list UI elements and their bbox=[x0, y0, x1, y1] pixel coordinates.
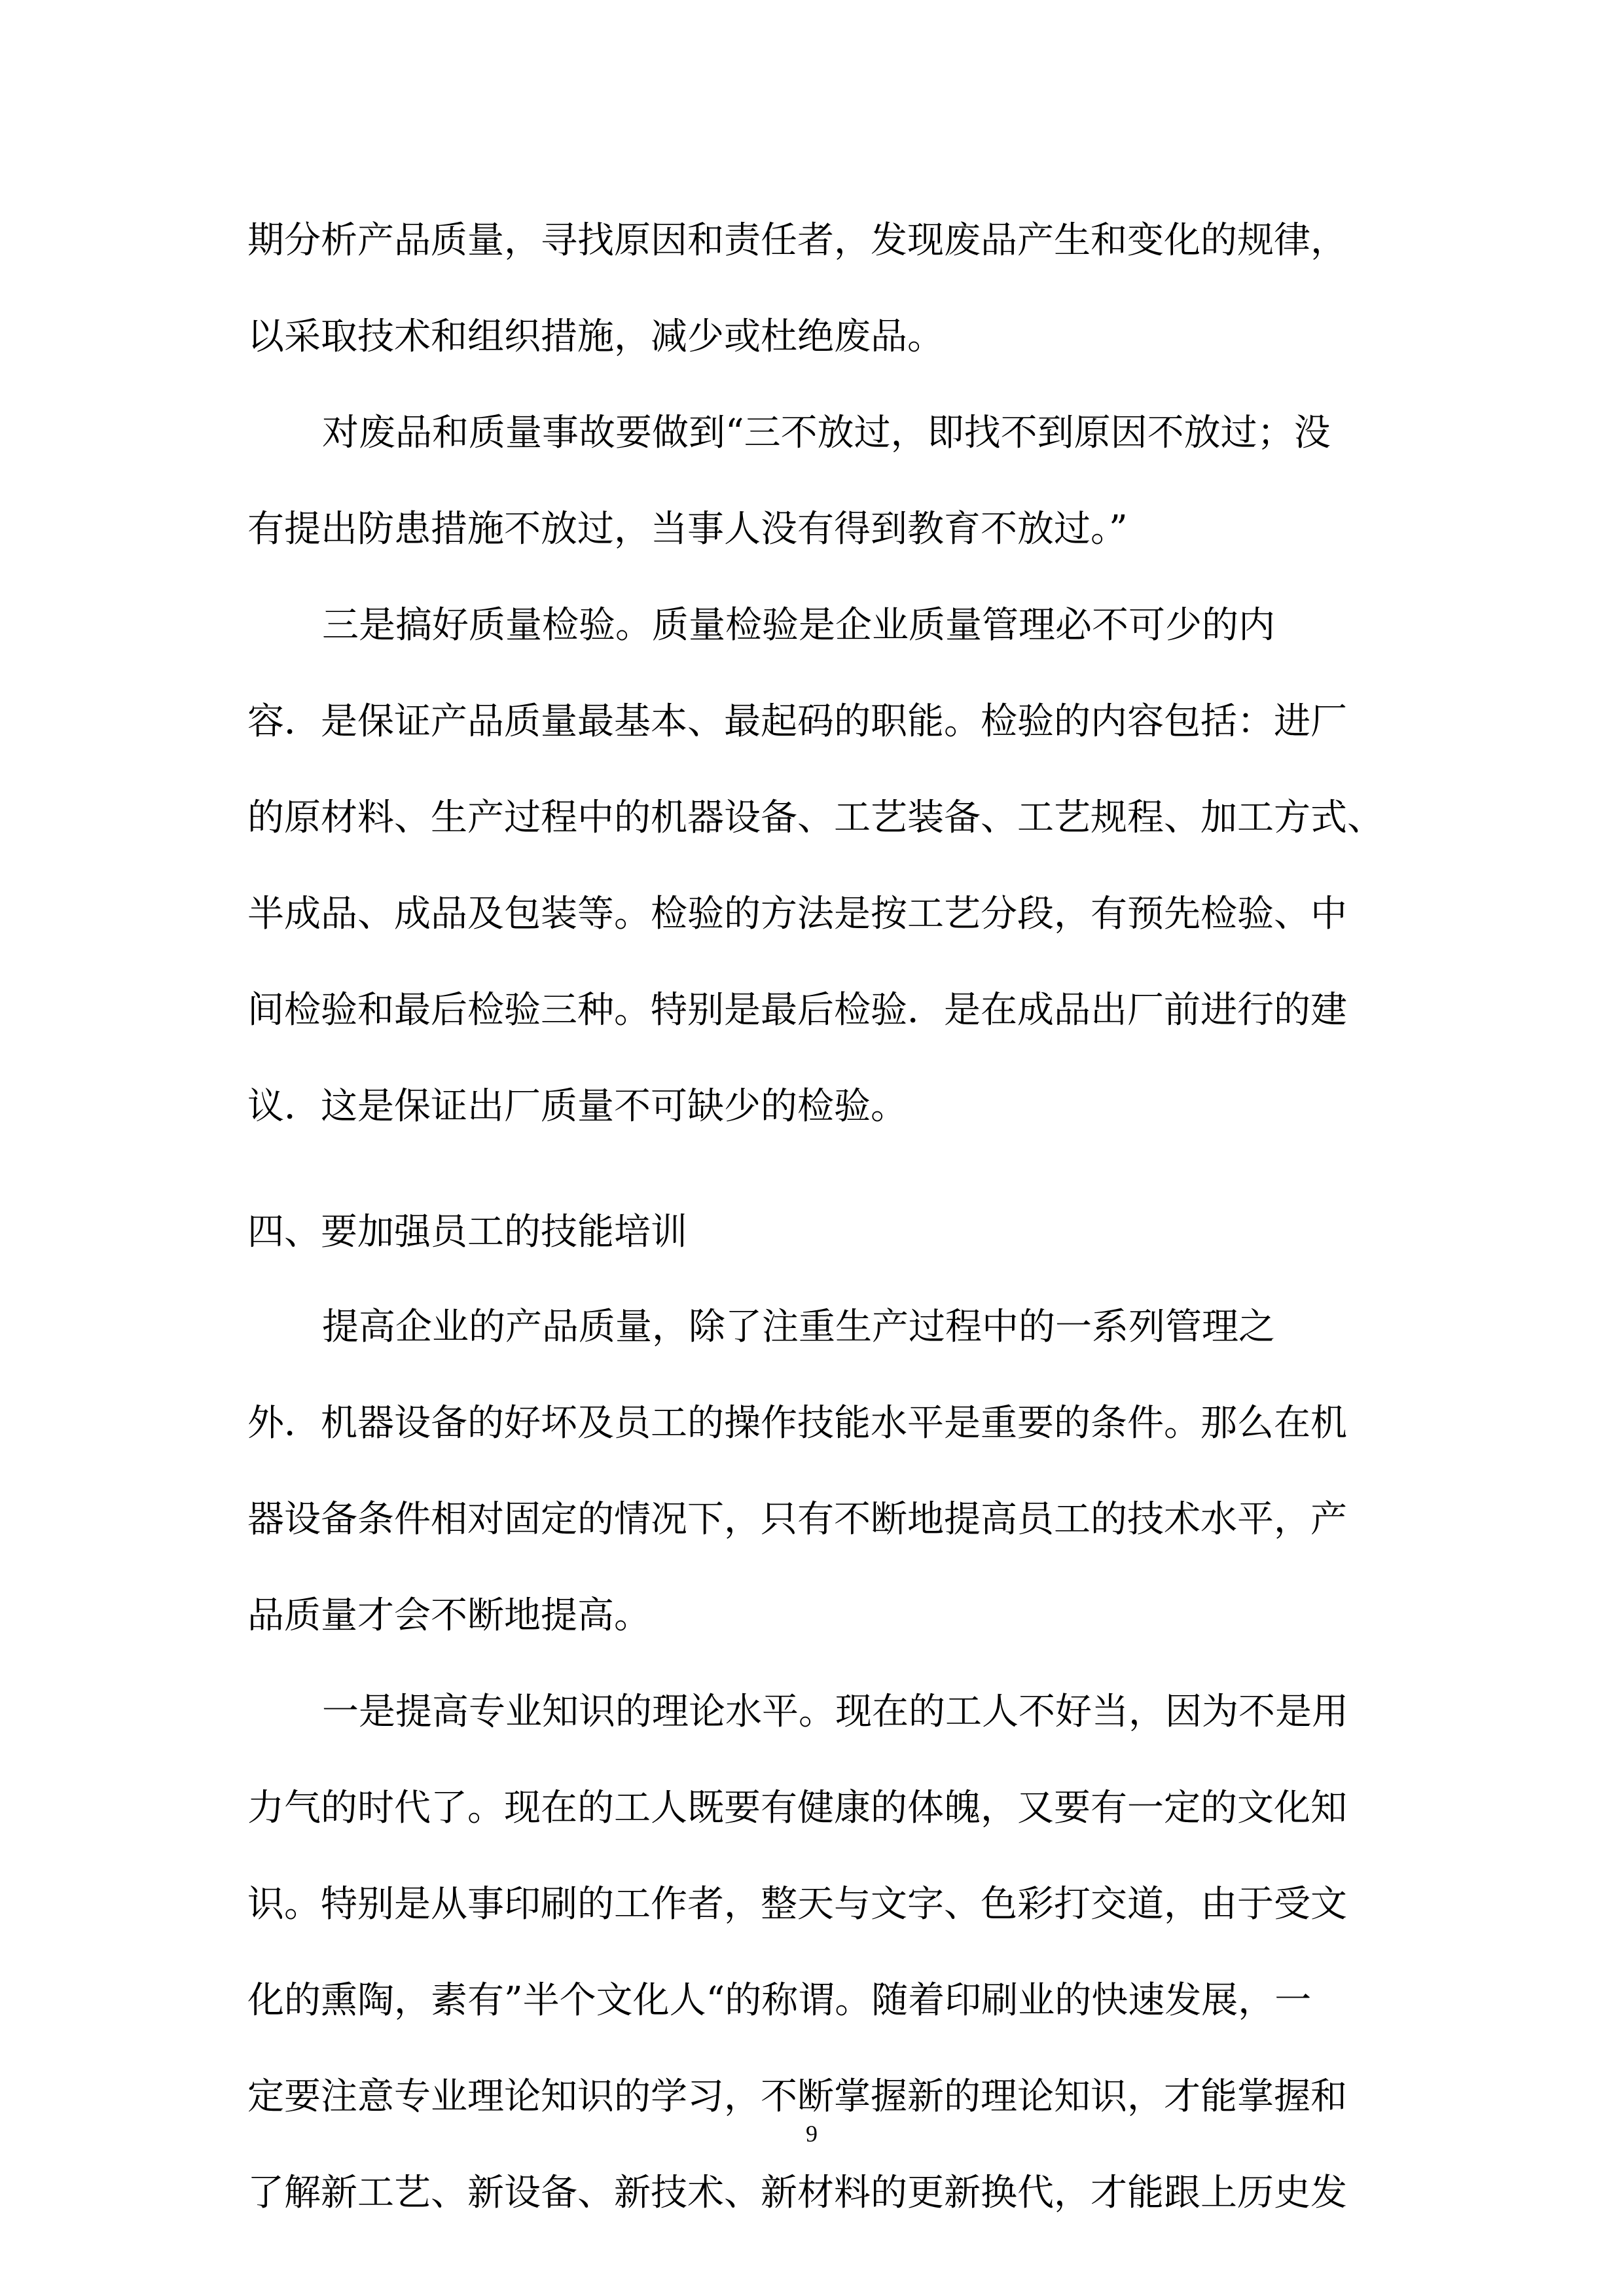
text-line: 化的熏陶，素有”半个文化人“的称谓。随着印刷业的快速发展，一 bbox=[247, 1979, 1312, 2022]
section-heading: 四、要加强员工的技能培训 bbox=[247, 1211, 687, 1253]
text-line: 器设备条件相对固定的情况下，只有不断地提高员工的技术水平，产 bbox=[247, 1498, 1347, 1541]
text-line: 半成品、成品及包装等。检验的方法是按工艺分段，有预先检验、中 bbox=[247, 893, 1347, 935]
text-line: 提高企业的产品质量，除了注重生产过程中的一系列管理之 bbox=[322, 1306, 1275, 1348]
text-line: 有提出防患措施不放过，当事人没有得到教育不放过。” bbox=[247, 508, 1128, 550]
text-line: 品质量才会不断地提高。 bbox=[247, 1594, 651, 1637]
text-line: 议．这是保证出厂质量不可缺少的检验。 bbox=[247, 1085, 907, 1128]
text-line: 期分析产品质量，寻找原因和责任者，发现废品产生和变化的规律， bbox=[247, 219, 1347, 262]
text-line: 容．是保证产品质量最基本、最起码的职能。检验的内容包括：进厂 bbox=[247, 700, 1347, 743]
text-line: 识。特别是从事印刷的工作者，整天与文字、色彩打交道，由于受文 bbox=[247, 1883, 1347, 1926]
text-line: 外．机器设备的好坏及员工的操作技能水平是重要的条件。那么在机 bbox=[247, 1402, 1347, 1444]
text-line: 力气的时代了。现在的工人既要有健康的体魄，又要有一定的文化知 bbox=[247, 1787, 1347, 1829]
text-line: 了解新工艺、新设备、新技术、新材料的更新换代，才能跟上历史发 bbox=[247, 2172, 1347, 2214]
text-line: 一是提高专业知识的理论水平。现在的工人不好当，因为不是用 bbox=[322, 1691, 1348, 1733]
text-line: 对废品和质量事故要做到“三不放过，即找不到原因不放过；没 bbox=[322, 412, 1331, 454]
text-line: 定要注意专业理论知识的学习，不断掌握新的理论知识，才能掌握和 bbox=[247, 2075, 1347, 2118]
text-line: 以采取技术和组织措施，减少或杜绝废品。 bbox=[247, 315, 944, 358]
text-line: 间检验和最后检验三种。特别是最后检验．是在成品出厂前进行的建 bbox=[247, 989, 1347, 1031]
text-line: 的原材料、生产过程中的机器设备、工艺装备、工艺规程、加工方式、 bbox=[247, 797, 1384, 839]
text-line: 三是搞好质量检验。质量检验是企业质量管理必不可少的内 bbox=[322, 604, 1275, 647]
page-number: 9 bbox=[806, 2121, 818, 2147]
